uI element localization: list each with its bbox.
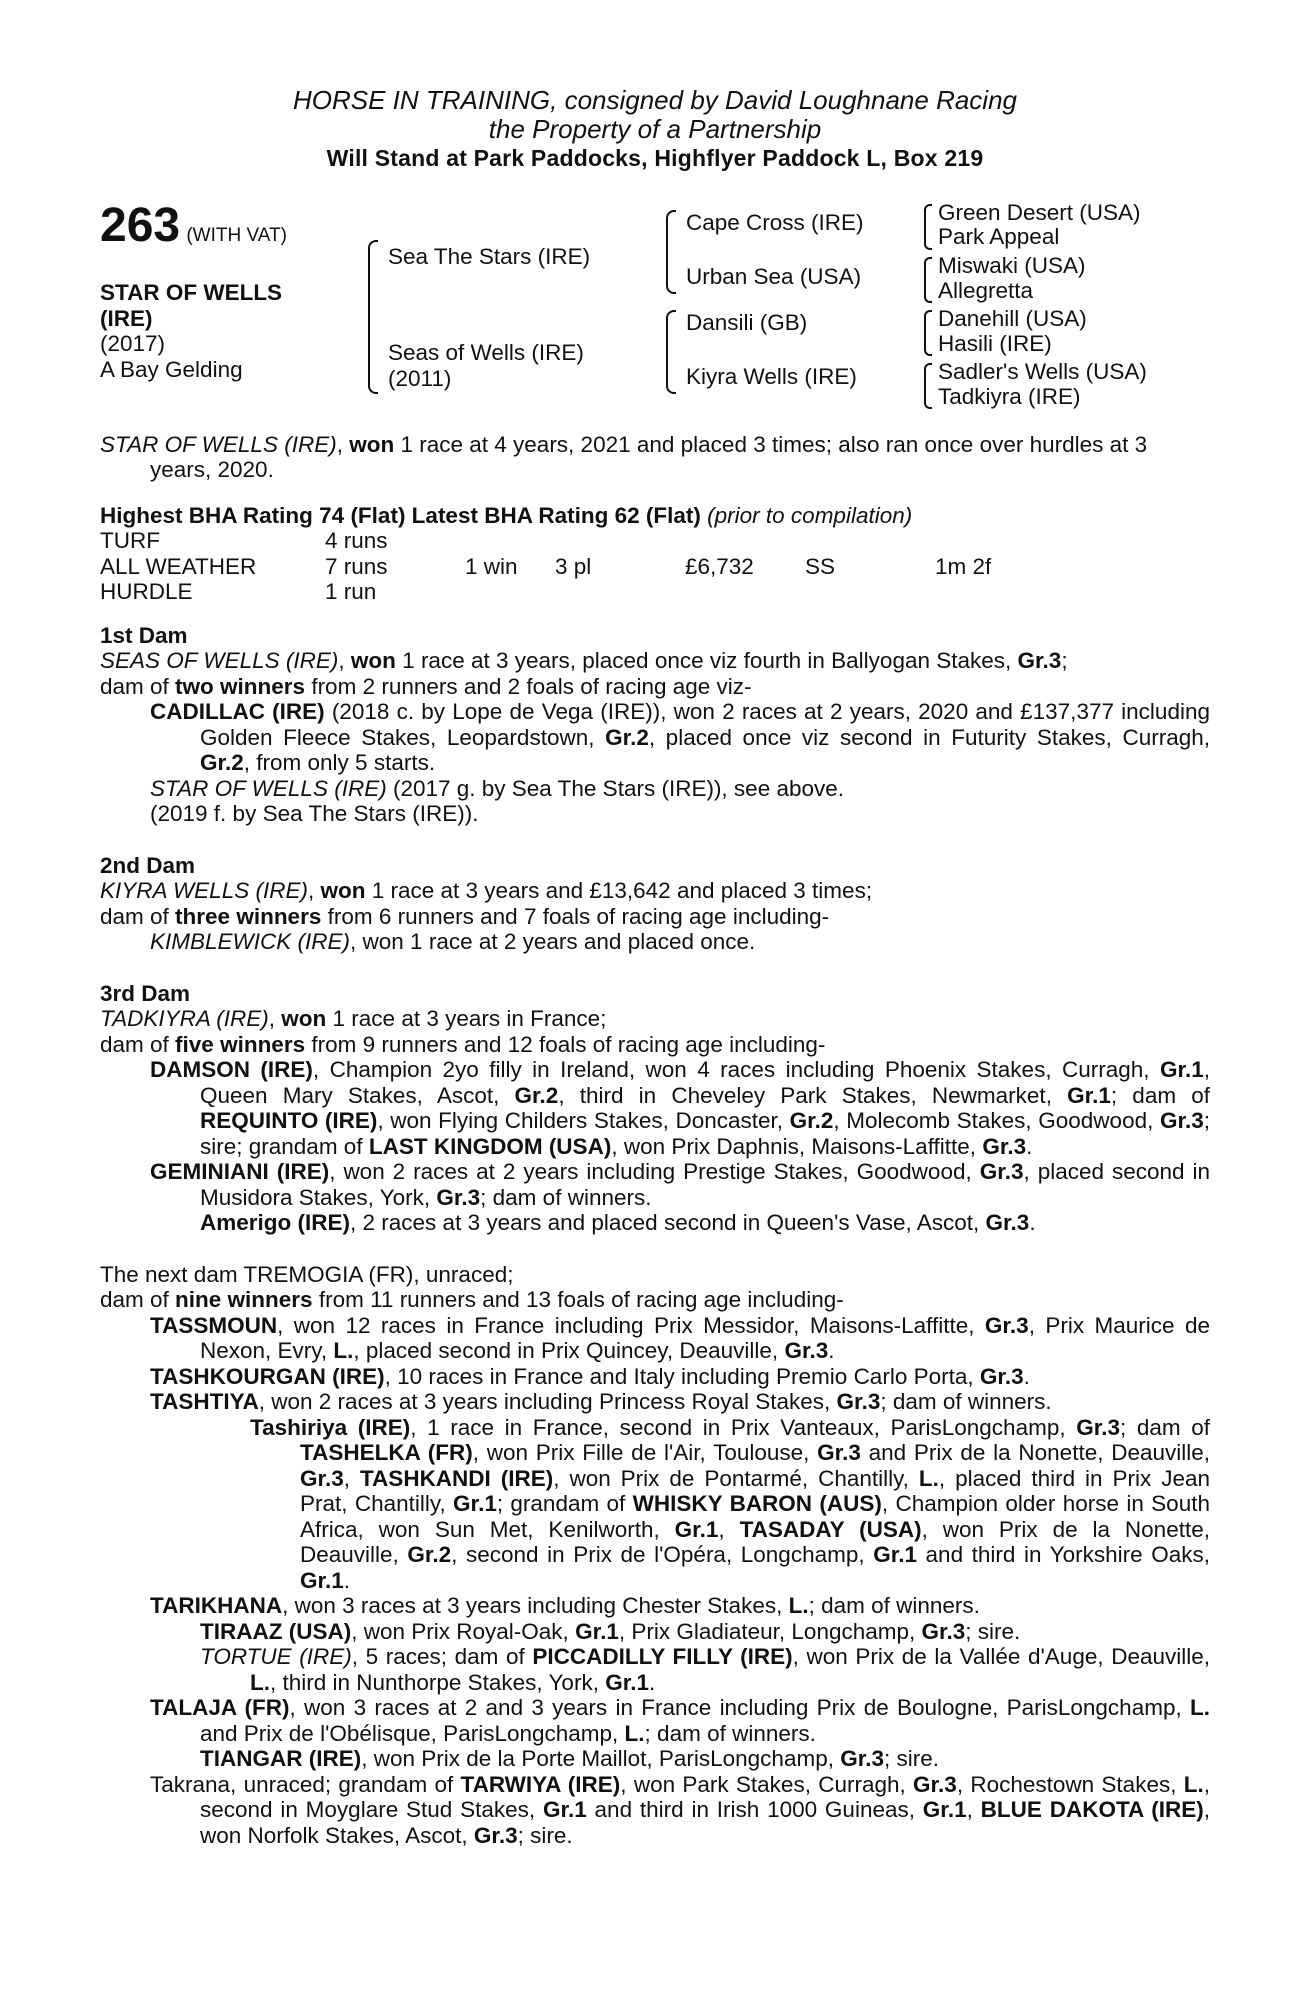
produce-line: dam of five winners from 9 runners and 12 foals of racing age including- xyxy=(100,1031,826,1057)
lot-number: 263 xyxy=(100,198,181,252)
produce-entry: TALAJA (FR), won 3 races at 2 and 3 years in France including Prix de Boulogne, ParisLongchamp, L. and Prix de l'Obélisque, ParisLongchamp, L.; dam of winners. xyxy=(150,1695,1210,1746)
produce-entry: TASHTIYA, won 2 races at 3 years including Princess Royal Stakes, Gr.3; dam of winners. xyxy=(150,1389,1052,1414)
gen1-brace xyxy=(368,240,378,394)
produce-entry: TORTUE (IRE), 5 races; dam of PICCADILLY FILLY (IRE), won Prix de la Vallée d'Auge, Deauville, L., third in Nunthorpe Stakes, York, Gr.1. xyxy=(200,1644,1210,1695)
record-cell: 3 pl xyxy=(555,553,592,579)
horse-description: A Bay Gelding xyxy=(100,356,243,382)
gen3-brace-3 xyxy=(924,310,932,356)
produce-entry: Amerigo (IRE), 2 races at 3 years and placed second in Queen's Vase, Ascot, Gr.3. xyxy=(200,1210,1036,1235)
property-line: the Property of a Partnership xyxy=(488,114,822,144)
record-cell: 4 runs xyxy=(325,528,388,553)
lot-number-line xyxy=(100,198,287,252)
record-cell: HURDLE xyxy=(100,579,193,604)
race-record-table xyxy=(100,528,1210,605)
horse-name: STAR OF WELLS xyxy=(100,279,283,305)
sire-sire: Cape Cross (IRE) xyxy=(686,209,864,235)
sds-name: Miswaki (USA) xyxy=(938,252,1086,278)
gen2-sire-brace xyxy=(666,210,676,294)
dam-year: (2011) xyxy=(388,365,452,391)
sdd-name: Allegretta xyxy=(938,277,1034,303)
ddd-name: Tadkiyra (IRE) xyxy=(938,383,1081,409)
first-dam-section xyxy=(100,623,1210,827)
ratings-section xyxy=(100,503,1210,605)
dam-dam: Kiyra Wells (IRE) xyxy=(686,363,857,389)
stand-line: Will Stand at Park Paddocks, Highflyer Paddock L, Box 219 xyxy=(326,145,984,171)
produce-entry: TARIKHANA, won 3 races at 3 years including Chester Stakes, L.; dam of winners. xyxy=(150,1593,980,1618)
dam-line: KIYRA WELLS (IRE), won 1 race at 3 years and £13,642 and placed 3 times; xyxy=(100,878,873,903)
horse-year: (2017) xyxy=(100,330,166,356)
race-summary: STAR OF WELLS (IRE), won 1 race at 4 years, 2021 and placed 3 times; also ran once over hurdles at 3 years, 2020. xyxy=(100,431,1148,482)
dam-line: SEAS OF WELLS (IRE), won 1 race at 3 years, placed once viz fourth in Ballyogan Stakes, Gr.3; xyxy=(100,648,1068,673)
second-dam-section xyxy=(100,853,1210,955)
record-cell: TURF xyxy=(100,528,160,553)
ssd-name: Park Appeal xyxy=(938,223,1060,249)
sire-name: Sea The Stars (IRE) xyxy=(388,243,591,269)
ratings-title-line: Highest BHA Rating 74 (Flat) Latest BHA Rating 62 (Flat) (prior to compilation) xyxy=(100,502,913,528)
vat-label: (WITH VAT) xyxy=(186,224,287,246)
produce-entry: STAR OF WELLS (IRE) (2017 g. by Sea The Stars (IRE)), see above. xyxy=(150,775,845,801)
section-heading: 3rd Dam xyxy=(100,980,191,1006)
gen3-brace-1 xyxy=(924,204,932,250)
gen3-brace-4 xyxy=(924,363,932,409)
catalogue-page xyxy=(100,86,1210,1848)
record-cell: SS xyxy=(805,553,836,579)
section-heading: 2nd Dam xyxy=(100,852,196,878)
gen3-brace-2 xyxy=(924,257,932,303)
third-dam-section xyxy=(100,981,1210,1236)
produce-entry: TASSMOUN, won 12 races in France including Prix Messidor, Maisons-Laffitte, Gr.3, Prix Maurice de Nexon, Evry, L., placed second in Prix Quincey, Deauville, Gr.3. xyxy=(150,1312,1210,1363)
produce-entry: Tashiriya (IRE), 1 race in France, second in Prix Vanteaux, ParisLongchamp, Gr.3; dam of TASHELKA (FR), won Prix Fille de l'Air, Toulouse, Gr.3 and Prix de la Nonette, Deauville, Gr.3, TASHKANDI (IRE), won Prix de Pontarmé, Chantilly, L., placed third in Prix Jean Prat, Chantilly, Gr.1; grandam of WHISKY BARON (AUS), Champion older horse in South Africa, won Sun Met, Kenilworth, Gr.1, TASADAY (USA), won Prix de la Nonette, Deauville, Gr.2, second in Prix de l'Opéra, Longchamp, Gr.1 and third in Yorkshire Oaks, Gr.1. xyxy=(250,1414,1210,1593)
produce-entry: Takrana, unraced; grandam of TARWIYA (IRE), won Park Stakes, Curragh, Gr.3, Rochestown Stakes, L., second in Moyglare Stud Stakes, Gr.1 and third in Irish 1000 Guineas, Gr.1, BLUE DAKOTA (IRE), won Norfolk Stakes, Ascot, Gr.3; sire. xyxy=(150,1771,1210,1848)
dam-sire: Dansili (GB) xyxy=(686,309,808,335)
produce-line: dam of three winners from 6 runners and 7 foals of racing age including- xyxy=(100,903,830,929)
dam-name: Seas of Wells (IRE) xyxy=(388,339,584,365)
produce-entry: DAMSON (IRE), Champion 2yo filly in Ireland, won 4 races including Phoenix Stakes, Curragh, Gr.1, Queen Mary Stakes, Ascot, Gr.2, third in Cheveley Park Stakes, Newmarket, Gr.1; dam of REQUINTO (IRE), won Flying Childers Stakes, Doncaster, Gr.2, Molecomb Stakes, Goodwood, Gr.3; sire; grandam of LAST KINGDOM (USA), won Prix Daphnis, Maisons-Laffitte, Gr.3. xyxy=(150,1057,1210,1159)
dsd-name: Hasili (IRE) xyxy=(938,330,1052,356)
sss-name: Green Desert (USA) xyxy=(938,199,1141,225)
produce-entry: TIANGAR (IRE), won Prix de la Porte Maillot, ParisLongchamp, Gr.3; sire. xyxy=(200,1746,940,1771)
sire-dam: Urban Sea (USA) xyxy=(686,263,862,289)
produce-entry: KIMBLEWICK (IRE), won 1 race at 2 years and placed once. xyxy=(150,929,756,954)
produce-entry: CADILLAC (IRE) (2018 c. by Lope de Vega (IRE)), won 2 races at 2 years, 2020 and £137,377 including Golden Fleece Stakes, Leopardstown, Gr.2, placed once viz second in Futurity Stakes, Curragh, Gr.2, from only 5 starts. xyxy=(150,699,1210,775)
dss-name: Danehill (USA) xyxy=(938,305,1087,331)
produce-entry: GEMINIANI (IRE), won 2 races at 2 years including Prestige Stakes, Goodwood, Gr.3, placed second in Musidora Stakes, York, Gr.3; dam of winners. xyxy=(150,1159,1211,1210)
record-cell: 1 run xyxy=(325,579,377,604)
produce-line: dam of two winners from 2 runners and 2 foals of racing age viz- xyxy=(100,673,752,699)
produce-line: dam of nine winners from 11 runners and 13 foals of racing age including- xyxy=(100,1287,844,1312)
produce-entry: TIRAAZ (USA), won Prix Royal-Oak, Gr.1, Prix Gladiateur, Longchamp, Gr.3; sire. xyxy=(200,1618,1021,1644)
record-cell: £6,732 xyxy=(685,553,754,579)
produce-entry: (2019 f. by Sea The Stars (IRE)). xyxy=(150,801,479,826)
record-cell: 1m 2f xyxy=(935,553,992,579)
next-dam-section xyxy=(100,1262,1210,1849)
section-heading: 1st Dam xyxy=(100,622,188,648)
record-cell: 7 runs xyxy=(325,553,388,579)
dds-name: Sadler's Wells (USA) xyxy=(938,358,1147,384)
pedigree-block xyxy=(100,198,1210,432)
page-header xyxy=(100,86,1210,172)
gen2-dam-brace xyxy=(666,310,676,394)
record-cell: ALL WEATHER xyxy=(100,553,257,579)
horse-name-country: (IRE) xyxy=(100,305,153,331)
produce-entry: TASHKOURGAN (IRE), 10 races in France and Italy including Premio Carlo Porta, Gr.3. xyxy=(150,1363,1030,1389)
consignor-line: HORSE IN TRAINING, consigned by David Loughnane Racing xyxy=(292,85,1017,115)
record-cell: 1 win xyxy=(465,553,518,579)
dam-line: The next dam TREMOGIA (FR), unraced; xyxy=(100,1261,514,1287)
dam-line: TADKIYRA (IRE), won 1 race at 3 years in France; xyxy=(100,1006,607,1031)
